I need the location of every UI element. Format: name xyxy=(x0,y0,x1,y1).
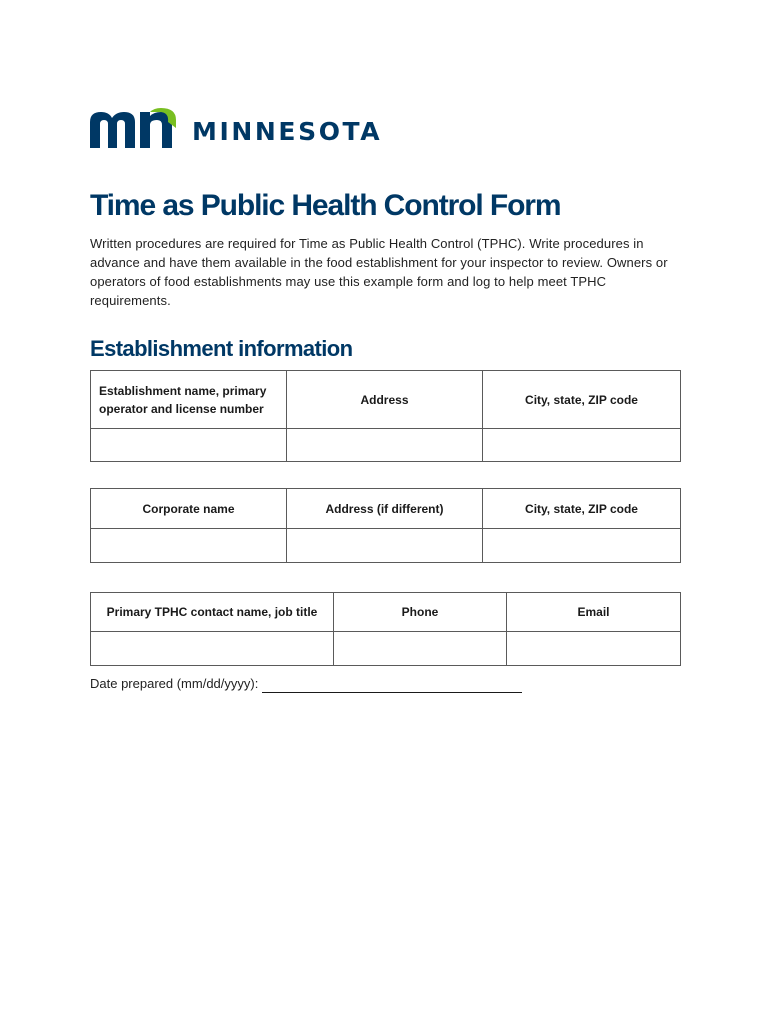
email-field[interactable] xyxy=(507,632,681,666)
corporate-table xyxy=(90,488,681,563)
city-state-zip-field[interactable] xyxy=(483,429,681,462)
page-title: Time as Public Health Control Form xyxy=(90,189,561,222)
header-email: Email xyxy=(507,593,681,632)
intro-paragraph: Written procedures are required for Time as Public Health Control (TPHC). Write procedures in advance and have them available in the food establishment for your inspector to review. Owners or operators of food establishments may use this example form and log to help meet TPHC requirements. xyxy=(90,236,668,308)
contact-table xyxy=(90,592,681,666)
header-establishment-name: Establishment name, primary operator and license number xyxy=(91,371,287,429)
header-address: Address xyxy=(287,371,483,429)
table-header-row xyxy=(91,593,681,632)
date-prepared-field[interactable] xyxy=(262,678,522,693)
corporate-address-field[interactable] xyxy=(287,529,483,563)
phone-field[interactable] xyxy=(334,632,507,666)
table-row xyxy=(91,529,681,563)
mn-logo-mark-icon xyxy=(90,108,176,148)
section-heading-establishment: Establishment information xyxy=(90,336,353,361)
table-row xyxy=(91,632,681,666)
contact-name-field[interactable] xyxy=(91,632,334,666)
header-contact-name: Primary TPHC contact name, job title xyxy=(91,593,334,632)
date-prepared-label: Date prepared (mm/dd/yyyy): xyxy=(90,676,259,691)
corporate-name-field[interactable] xyxy=(91,529,287,563)
minnesota-logo xyxy=(90,108,382,148)
establishment-name-field[interactable] xyxy=(91,429,287,462)
header-phone: Phone xyxy=(334,593,507,632)
header-city-state-zip: City, state, ZIP code xyxy=(483,371,681,429)
table-row xyxy=(91,429,681,462)
table-header-row xyxy=(91,371,681,429)
corporate-city-state-zip-field[interactable] xyxy=(483,529,681,563)
table-header-row xyxy=(91,489,681,529)
header-corporate-name: Corporate name xyxy=(91,489,287,529)
establishment-table xyxy=(90,370,681,462)
date-prepared xyxy=(90,675,522,693)
logo-wordmark: MINNESOTA xyxy=(192,116,383,146)
header-city-state-zip: City, state, ZIP code xyxy=(483,489,681,529)
header-address-if-different: Address (if different) xyxy=(287,489,483,529)
address-field[interactable] xyxy=(287,429,483,462)
